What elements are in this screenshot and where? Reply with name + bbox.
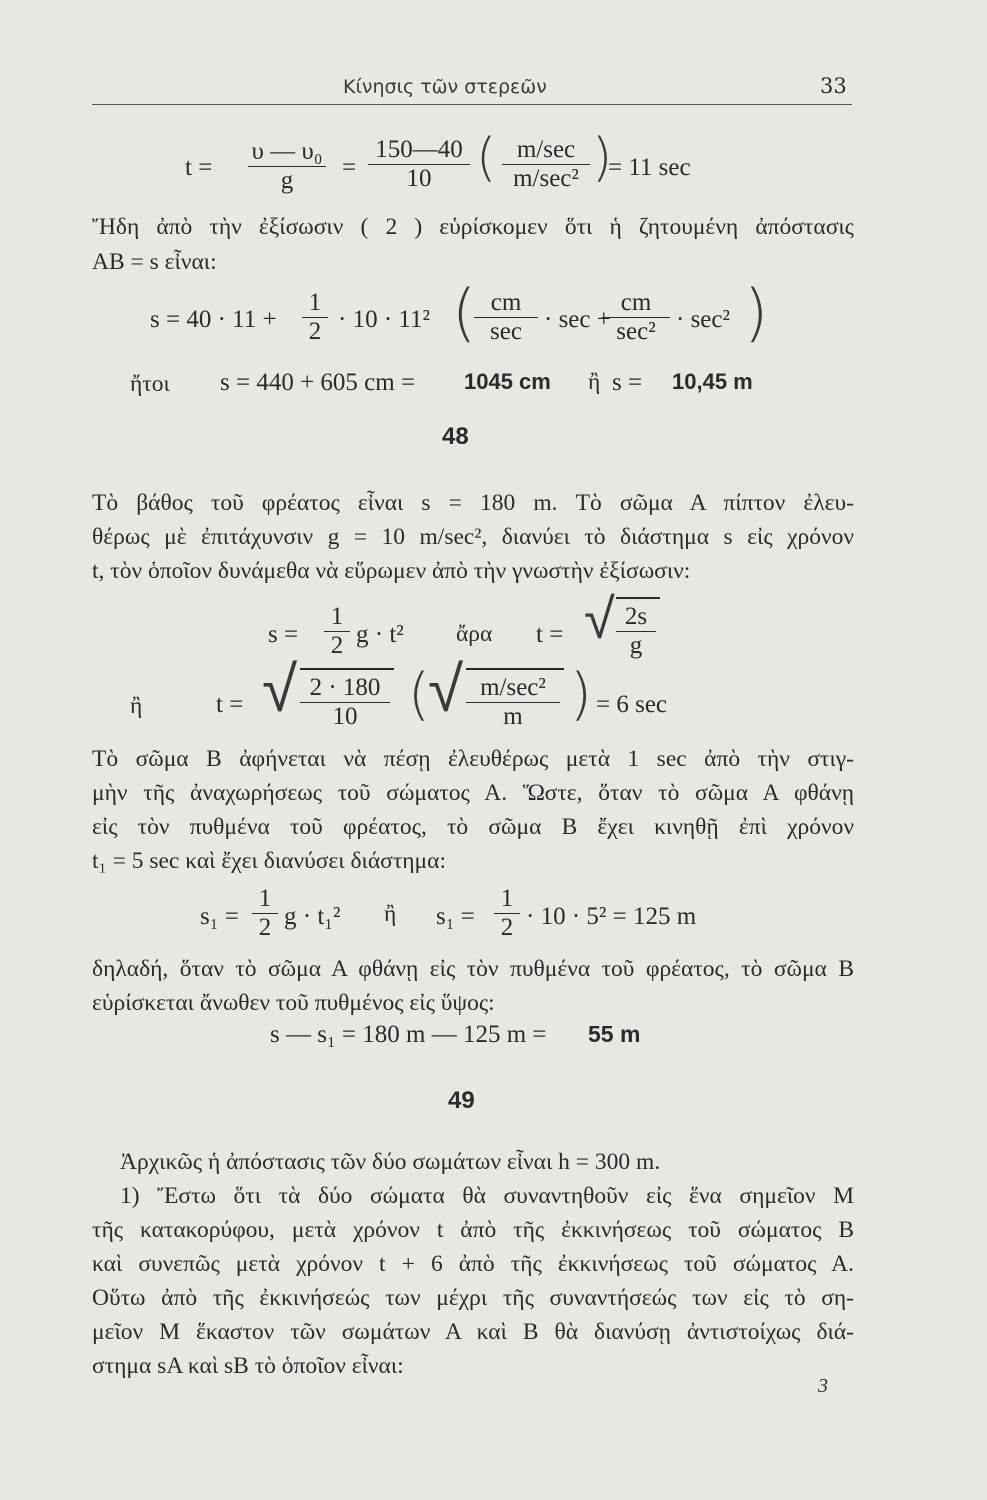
paragraph-line: AB = s εἶναι: <box>92 249 217 275</box>
fraction: $\frac{1}{2}$ <box>494 885 520 942</box>
folio-mark: 3 <box>818 1375 828 1397</box>
section-number: 48 <box>442 423 469 450</box>
fraction: $\frac{2s}{g}$ <box>616 603 656 660</box>
paragraph-line: 1) Ἔστω ὅτι τὰ δύο σώματα θὰ συναντηθοῦν εἰς ἕνα σημεῖον Μ <box>120 1183 854 1209</box>
paragraph-line: t₁ = 5 sec καὶ ἔχει διανύσει διάστημα: <box>92 848 446 874</box>
paragraph-line: τῆς κατακορύφου, μετὰ χρόνον t ἀπὸ τῆς ἐκκινήσεως τοῦ σώματος Β <box>92 1217 854 1243</box>
sqrt-sign: √ <box>262 653 298 727</box>
paragraph-line: στημα sA καὶ sB τὸ ὁποῖον εἶναι: <box>92 1353 404 1379</box>
section-number: 49 <box>448 1087 475 1114</box>
fraction: $\frac{1}{2}$ <box>252 885 278 942</box>
paragraph-line: μὴν τῆς ἀναχωρήσεως τοῦ σώματος Α. Ὥστε, ὅταν τὸ σῶμα Α φθάνῃ <box>92 780 854 806</box>
fraction: $\frac{2 \cdot 180}{10}$ <box>300 674 390 731</box>
paragraph-line: μεῖον Μ ἕκαστον τῶν σωμάτων Α καὶ Β θὰ διανύσῃ ἀντιστοίχως διά- <box>92 1319 854 1345</box>
paragraph-line: θέρως μὲ ἐπιτάχυνσιν g = 10 m/sec², διανύει τὸ διάστημα s εἰς χρόνον <box>92 524 854 550</box>
fraction: m/sec² m <box>466 674 560 731</box>
paragraph-line: εὑρίσκεται ἄνωθεν τοῦ πυθμένος εἰς ὕψος: <box>92 990 495 1016</box>
paragraph-line: Τὸ βάθος τοῦ φρέατος εἶναι s = 180 m. Τὸ σῶμα Α πίπτον ἐλευ- <box>92 490 854 516</box>
page-number: 33 <box>820 74 847 98</box>
paragraph-line: Ἀρχικῶς ἡ ἀπόστασις τῶν δύο σωμάτων εἶναι h = 300 m. <box>120 1149 661 1175</box>
paragraph-line: Ἤδη ἀπὸ τὴν ἐξίσωσιν ( 2 ) εὑρίσκομεν ὅτι ἡ ζητουμένη ἀπόστασις <box>92 214 854 240</box>
fraction: $\frac{1}{2}$ <box>302 289 328 346</box>
sqrt-sign: √ <box>428 653 464 727</box>
fraction: $\frac{1}{2}$ <box>324 603 350 660</box>
paragraph-line: δηλαδή, ὅταν τὸ σῶμα Α φθάνῃ εἰς τὸν πυθμένα τοῦ φρέατος, τὸ σῶμα Β <box>92 956 854 982</box>
paragraph-line: εἰς τὸν πυθμένα τοῦ φρέατος, τὸ σῶμα Β ἔχει κινηθῇ ἐπὶ χρόνον <box>92 814 854 840</box>
header-rule <box>92 104 852 105</box>
book-page: Κίνησις τῶν στερεῶν 33 t = $\frac{\text{υ — υ₀}}{g}$ = $\frac{150—40}{10}$ ( m/sec m/sec² ) = 11 sec Ἤδη ἀπὸ τὴν ἐξίσωσιν ( 2 ) εὑρίσκομεν ὅτι ἡ ζητουμένη ἀπόστασις AB = s εἶναι: s = 40 · 11 + $\frac{1}{2}$ · 10 · 11² ( cm sec · sec + cm sec² · sec² ) ἤτοι s = 440 + 605 cm = 1045 cm ἢ s = 10,45 m 48 Τὸ βάθος τοῦ φρέατος εἶναι s = 180 m. Τὸ σῶμα Α πίπτον ἐλευ- θέρως μὲ ἐπιτάχυνσιν g = 10 m/sec², διανύει τὸ διάστημα s εἰς χρόνον t, τὸν ὁποῖον δυνάμεθα νὰ εὕρωμεν ἀπὸ τὴν γνωστὴν ἐξίσωσιν: s = $\frac{1}{2}$ g · t² ἄρα t = √ $\frac{2s}{g}$ ἢ t = √ $\frac{2 \cdot 180}{10}$ ( √ m/sec² m ) = 6 sec Τὸ σῶμα Β ἀφήνεται νὰ πέσῃ ἐλευθέρως μετὰ 1 sec ἀπὸ τὴν στιγ- μὴν τῆς ἀναχωρήσεως τοῦ σώματος Α. Ὥστε, ὅταν τὸ σῶμα Α φθάνῃ εἰς τὸν πυθμένα τοῦ φρέατος, τὸ σῶμα Β ἔχει κινηθῇ ἐπὶ χρόνον t₁ = 5 sec καὶ ἔχει διανύσει διάστημα: s₁ = $\frac{1}{2}$ g · t₁² ἢ s₁ = $\frac{1}{2}$ · 10 · 5² = 125 m δηλαδή, ὅταν τὸ σῶμα Α φθάνῃ εἰς τὸν πυθμένα τοῦ φρέατος, τὸ σῶμα Β εὑρίσκεται ἄνωθεν τοῦ πυθμένος εἰς ὕψος: s — s₁ = 180 m — 125 m = 55 m 49 Ἀρχικῶς ἡ ἀπόστασις τῶν δύο σωμάτων εἶναι h = 300 m. 1) Ἔστω ὅτι τὰ δύο σώματα θὰ συναντηθοῦν εἰς ἕνα σημεῖον Μ τῆς κατακορύφου, μετὰ χρόνον t ἀπὸ τῆς ἐκκινήσεως τοῦ σώματος Β καὶ συνεπῶς μετὰ χρόνον t + 6 ἀπὸ τῆς ἐκκινήσεως τοῦ σώματος Α. Οὕτω ἀπὸ τῆς ἐκκινήσεώς των μέχρι τῆς συναντήσεώς των εἰς τὸ ση- μεῖον Μ ἕκαστον τῶν σωμάτων Α καὶ Β θὰ διανύσῃ ἀντιστοίχως διά- στημα sA καὶ sB τὸ ὁποῖον εἶναι: 3 <box>92 74 854 1397</box>
fraction: m/sec m/sec² <box>502 136 590 193</box>
fraction: cm sec <box>474 289 538 346</box>
sqrt-sign: √ <box>584 587 615 652</box>
fraction: $\frac{\text{υ — υ₀}}{g}$ <box>248 138 326 195</box>
paragraph-line: t, τὸν ὁποῖον δυνάμεθα νὰ εὕρωμεν ἀπὸ τὴν γνωστὴν ἐξίσωσιν: <box>92 558 691 584</box>
fraction: cm sec² <box>602 289 670 346</box>
paragraph-line: Τὸ σῶμα Β ἀφήνεται νὰ πέσῃ ἐλευθέρως μετὰ 1 sec ἀπὸ τὴν στιγ- <box>92 746 854 772</box>
paragraph-line: καὶ συνεπῶς μετὰ χρόνον t + 6 ἀπὸ τῆς ἐκκινήσεως τοῦ σώματος Α. <box>92 1251 854 1277</box>
running-title: Κίνησις τῶν στερεῶν <box>343 76 547 98</box>
paragraph-line: Οὕτω ἀπὸ τῆς ἐκκινήσεώς των μέχρι τῆς συναντήσεώς των εἰς τὸ ση- <box>92 1285 854 1311</box>
fraction: $\frac{150—40}{10}$ <box>368 136 470 193</box>
